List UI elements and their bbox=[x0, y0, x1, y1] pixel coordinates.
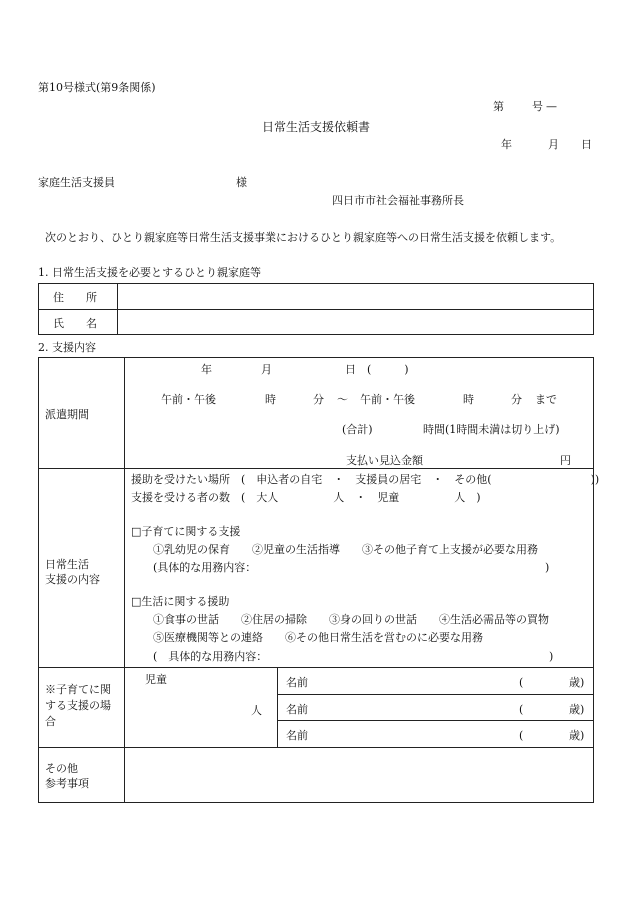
address-field[interactable] bbox=[118, 284, 594, 310]
child-name-label: 名前 bbox=[286, 703, 308, 716]
other-field[interactable] bbox=[125, 748, 594, 803]
support-place: 援助を受けたい場所 ( 申込者の自宅 ・ 支援員の居宅 ・ その他( )) bbox=[131, 473, 600, 486]
life-items-2: ⑤医療機関等との連絡 ⑥その他日常生活を営むのに必要な用務 bbox=[153, 631, 483, 644]
page-title: 日常生活支援依頼書 bbox=[262, 120, 371, 134]
dispatch-label-cell bbox=[39, 358, 125, 469]
other-label-cell bbox=[39, 748, 125, 803]
support-label-2: 支援の内容 bbox=[45, 573, 100, 586]
childcare-heading: □子育てに関する支援 bbox=[131, 525, 241, 538]
doc-number-dash: — bbox=[546, 100, 557, 113]
dispatch-tilde: 〜 bbox=[337, 393, 348, 406]
child-name-label: 名前 bbox=[286, 729, 308, 742]
support-label-1: 日常生活 bbox=[45, 558, 89, 571]
childcare-detail-close: ) bbox=[545, 561, 550, 574]
name-label: 氏 名 bbox=[53, 317, 97, 330]
addressee-sama: 様 bbox=[236, 176, 247, 189]
date-month: 月 bbox=[548, 138, 559, 151]
form-number: 第10号様式(第9条関係) bbox=[38, 81, 156, 94]
dispatch-hour-start: 時 bbox=[265, 393, 276, 406]
child-age-open: ( bbox=[519, 676, 524, 689]
children-label-cell bbox=[39, 668, 125, 748]
children-nin: 人 bbox=[251, 704, 262, 717]
child-age-label: 歳) bbox=[569, 676, 585, 689]
child-age-open: ( bbox=[519, 729, 524, 742]
name-label-cell bbox=[39, 310, 118, 335]
doc-number-go: 号 bbox=[532, 100, 543, 113]
issuer: 四日市市社会福祉事務所長 bbox=[332, 194, 464, 207]
life-heading: □生活に関する援助 bbox=[131, 595, 230, 608]
child-row[interactable] bbox=[278, 695, 594, 721]
fee-label: 支払い見込金額 bbox=[346, 454, 423, 467]
support-label-cell bbox=[39, 469, 125, 668]
children-jido: 児童 bbox=[145, 673, 167, 686]
child-age-open: ( bbox=[519, 703, 524, 716]
dispatch-hour-end: 時 bbox=[463, 393, 474, 406]
other-label-1: その他 bbox=[45, 762, 78, 775]
support-count: 支援を受ける者の数 ( 大人 人 ・ 児童 人 ) bbox=[131, 491, 481, 504]
other-label-2: 参考事項 bbox=[45, 777, 89, 790]
dispatch-ampm-start: 午前・午後 bbox=[161, 393, 216, 406]
intro-text: 次のとおり、ひとり親家庭等日常生活支援事業におけるひとり親家庭等への日常生活支援を依頼します。 bbox=[45, 231, 562, 244]
dispatch-total-hours: 時間(1時間未満は切り上げ) bbox=[423, 423, 560, 436]
date-day: 日 bbox=[581, 138, 592, 151]
dispatch-total-label: (合計) bbox=[342, 423, 373, 436]
child-age-label: 歳) bbox=[569, 703, 585, 716]
dispatch-min-start: 分 bbox=[313, 393, 324, 406]
children-label-2: する支援の場 bbox=[45, 699, 111, 712]
dispatch-field[interactable] bbox=[125, 358, 594, 469]
dispatch-weekday: ( ) bbox=[367, 363, 409, 376]
section1-heading: 1. 日常生活支援を必要とするひとり親家庭等 bbox=[38, 266, 261, 279]
children-count-cell[interactable] bbox=[125, 668, 278, 748]
dispatch-year: 年 bbox=[201, 363, 212, 376]
applicant-table bbox=[38, 283, 594, 335]
address-label: 住 所 bbox=[53, 291, 97, 304]
support-table bbox=[38, 357, 600, 803]
dispatch-day: 日 bbox=[345, 363, 356, 376]
children-label-3: 合 bbox=[45, 715, 56, 728]
child-age-label: 歳) bbox=[569, 729, 585, 742]
child-row[interactable] bbox=[278, 721, 594, 748]
life-detail-close: ) bbox=[549, 650, 554, 663]
fee-yen: 円 bbox=[560, 454, 571, 467]
dispatch-made: まで bbox=[535, 393, 557, 406]
child-row[interactable] bbox=[278, 668, 594, 695]
name-field[interactable] bbox=[118, 310, 594, 335]
dispatch-label: 派遣期間 bbox=[45, 408, 89, 421]
childcare-items: ①乳幼児の保育 ②児童の生活指導 ③その他子育て上支援が必要な用務 bbox=[153, 543, 538, 556]
doc-number-dai: 第 bbox=[493, 100, 504, 113]
child-name-label: 名前 bbox=[286, 676, 308, 689]
dispatch-min-end: 分 bbox=[511, 393, 522, 406]
dispatch-month: 月 bbox=[261, 363, 272, 376]
address-label-cell bbox=[39, 284, 118, 310]
dispatch-ampm-end: 午前・午後 bbox=[360, 393, 415, 406]
support-field[interactable] bbox=[125, 469, 600, 668]
date-year: 年 bbox=[501, 138, 512, 151]
life-detail: ( 具体的な用務内容： bbox=[153, 650, 268, 663]
children-label-1: ※子育てに関 bbox=[45, 683, 111, 696]
section2-heading: 2. 支援内容 bbox=[38, 341, 96, 354]
life-items-1: ①食事の世話 ②住居の掃除 ③身の回りの世話 ④生活必需品等の買物 bbox=[153, 613, 549, 626]
childcare-detail: (具体的な用務内容： bbox=[153, 561, 257, 574]
addressee-label: 家庭生活支援員 bbox=[38, 176, 115, 189]
